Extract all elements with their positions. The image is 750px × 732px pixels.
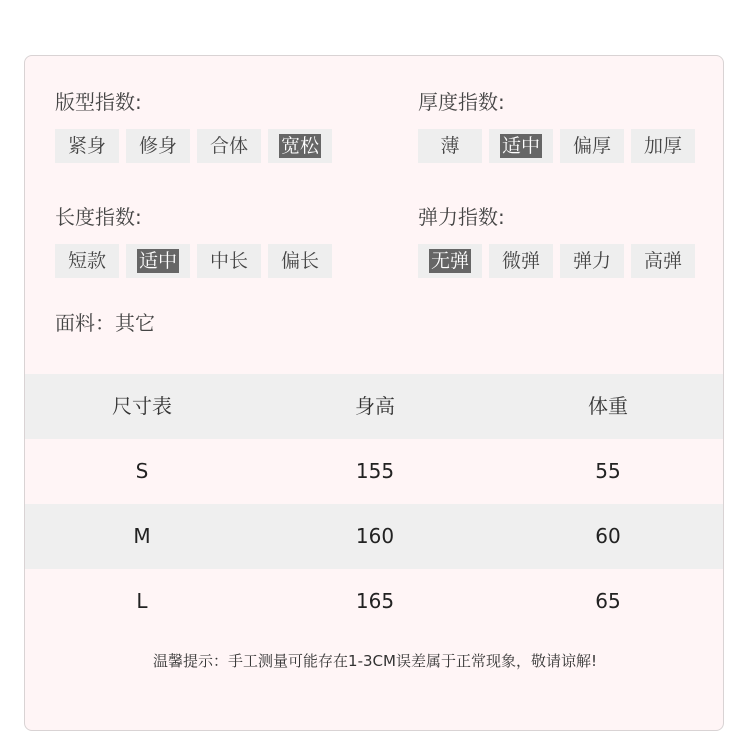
thickness-index-group (418, 87, 682, 157)
option-label: 薄 (440, 135, 460, 157)
thickness-option-thin (418, 129, 482, 163)
product-info-card (24, 55, 724, 731)
table-row (25, 439, 724, 504)
cell-height: 155 (355, 459, 395, 483)
length-index-label: 长度指数: (55, 205, 142, 229)
fit-index-group (55, 87, 319, 157)
elasticity-index-group (418, 202, 682, 272)
option-label: 无弹 (430, 250, 469, 272)
fit-option-regular (197, 129, 261, 163)
option-label: 合体 (209, 135, 248, 157)
header-weight: 体重 (588, 394, 628, 418)
measurement-tip: 温馨提示：手工测量可能存在1-3CM误差属于正常现象，敬请谅解! (153, 652, 597, 670)
elasticity-option-high (631, 244, 695, 278)
cell-size: S (135, 459, 149, 483)
table-row (25, 569, 724, 634)
elasticity-index-label: 弹力指数: (418, 205, 505, 229)
option-label: 适中 (501, 135, 540, 157)
thickness-option-thick (631, 129, 695, 163)
fit-index-label: 版型指数: (55, 90, 142, 114)
cell-weight: 60 (595, 524, 621, 548)
table-row (25, 504, 724, 569)
option-label: 微弹 (501, 250, 540, 272)
elasticity-option-stretch (560, 244, 624, 278)
option-label: 修身 (138, 135, 177, 157)
length-option-mid-long (197, 244, 261, 278)
header-size: 尺寸表 (112, 394, 172, 418)
length-index-group (55, 202, 319, 272)
fit-option-tight (55, 129, 119, 163)
cell-size: L (136, 589, 148, 613)
size-table-header (25, 374, 724, 439)
cell-height: 160 (355, 524, 395, 548)
cell-size: M (133, 524, 151, 548)
header-height: 身高 (355, 394, 395, 418)
option-label: 短款 (67, 250, 106, 272)
option-label: 宽松 (280, 135, 319, 157)
option-label: 偏厚 (572, 135, 611, 157)
option-label: 紧身 (67, 135, 106, 157)
option-label: 高弹 (643, 250, 682, 272)
option-label: 中长 (209, 250, 248, 272)
fit-option-loose (268, 129, 332, 163)
elasticity-option-slight (489, 244, 553, 278)
thickness-option-medium (489, 129, 553, 163)
length-option-short (55, 244, 119, 278)
option-label: 偏长 (280, 250, 319, 272)
fit-option-slim (126, 129, 190, 163)
cell-height: 165 (355, 589, 395, 613)
option-label: 加厚 (643, 135, 682, 157)
cell-weight: 65 (595, 589, 621, 613)
option-label: 弹力 (572, 250, 611, 272)
length-option-longish (268, 244, 332, 278)
fabric-info: 面料：其它 (55, 311, 155, 335)
size-table (25, 374, 724, 634)
cell-weight: 55 (595, 459, 621, 483)
thickness-option-thickish (560, 129, 624, 163)
option-label: 适中 (138, 250, 177, 272)
elasticity-option-none (418, 244, 482, 278)
length-option-medium (126, 244, 190, 278)
thickness-index-label: 厚度指数: (418, 90, 505, 114)
